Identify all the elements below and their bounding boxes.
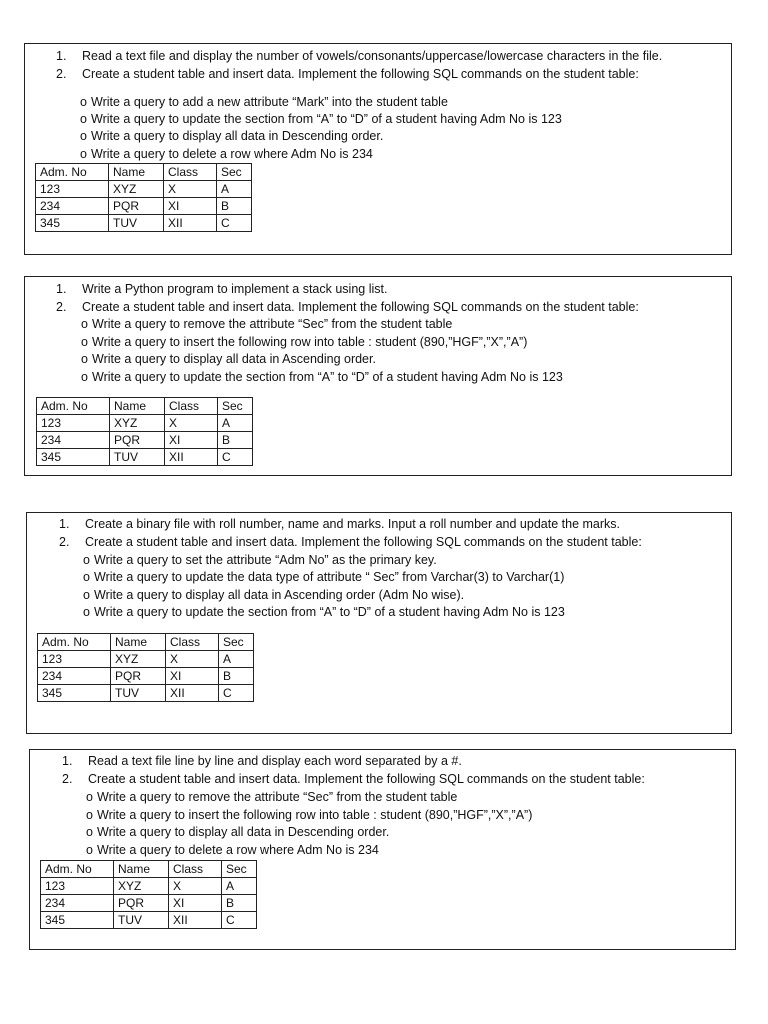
sql-task-3	[80, 129, 383, 144]
question-2	[56, 67, 639, 82]
cell-sec: A	[222, 878, 257, 895]
cell-name: XYZ	[109, 181, 164, 198]
table-header-row	[37, 398, 253, 415]
header-name: Name	[110, 398, 165, 415]
bullet-marker: o	[80, 112, 87, 126]
sql-task-3	[86, 825, 389, 840]
question-text: Create a student table and insert data. Implement the following SQL commands on the student table:	[82, 67, 639, 81]
bullet-marker: o	[86, 790, 93, 804]
cell-adm-no: 345	[37, 449, 110, 466]
question-text: Write a Python program to implement a stack using list.	[82, 282, 388, 296]
sql-task-text: Write a query to insert the following row into table : student (890,”HGF”,”X”,”A”)	[92, 335, 528, 349]
cell-name: PQR	[110, 432, 165, 449]
sql-task-2	[80, 112, 562, 127]
sql-task-text: Write a query to display all data in Descending order.	[97, 825, 390, 839]
cell-adm-no: 234	[36, 198, 109, 215]
sql-task-text: Write a query to delete a row where Adm No is 234	[97, 843, 379, 857]
question-number: 1.	[56, 282, 67, 296]
bullet-marker: o	[81, 352, 88, 366]
cell-name: XYZ	[110, 415, 165, 432]
sql-task-2	[86, 808, 532, 823]
bullet-marker: o	[83, 588, 90, 602]
question-2	[62, 772, 645, 787]
question-number: 2.	[56, 67, 67, 81]
bullet-marker: o	[86, 808, 93, 822]
header-name: Name	[111, 634, 166, 651]
question-number: 1.	[59, 517, 70, 531]
sql-task-4	[80, 147, 373, 162]
header-sec: Sec	[218, 398, 253, 415]
question-1	[56, 282, 387, 297]
cell-name: TUV	[114, 912, 169, 929]
sql-task-3	[83, 588, 464, 603]
sql-task-text: Write a query to display all data in Ascending order (Adm No wise).	[94, 588, 465, 602]
cell-class: XI	[164, 198, 217, 215]
header-name: Name	[109, 164, 164, 181]
cell-adm-no: 345	[36, 215, 109, 232]
question-2	[56, 300, 639, 315]
cell-class: XI	[169, 895, 222, 912]
sql-task-text: Write a query to set the attribute “Adm No” as the primary key.	[94, 553, 437, 567]
question-number: 2.	[62, 772, 73, 786]
cell-adm-no: 123	[38, 651, 111, 668]
sql-task-3	[81, 352, 376, 367]
table-row	[38, 668, 254, 685]
table-header-row	[38, 634, 254, 651]
header-class: Class	[166, 634, 219, 651]
sql-task-text: Write a query to insert the following row into table : student (890,”HGF”,”X”,”A”)	[97, 808, 533, 822]
cell-class: X	[166, 651, 219, 668]
question-number: 1.	[56, 49, 67, 63]
header-name: Name	[114, 861, 169, 878]
cell-class: XI	[166, 668, 219, 685]
question-text: Create a binary file with roll number, name and marks. Input a roll number and update the marks.	[85, 517, 620, 531]
sql-task-text: Write a query to remove the attribute “Sec” from the student table	[92, 317, 453, 331]
cell-name: PQR	[114, 895, 169, 912]
cell-sec: C	[219, 685, 254, 702]
question-text: Create a student table and insert data. Implement the following SQL commands on the student table:	[85, 535, 642, 549]
sql-task-text: Write a query to update the section from “A” to “D” of a student having Adm No is 123	[92, 370, 563, 384]
question-text: Create a student table and insert data. Implement the following SQL commands on the student table:	[88, 772, 645, 786]
table-row	[41, 895, 257, 912]
sql-task-2	[81, 335, 527, 350]
sql-task-4	[86, 843, 379, 858]
cell-adm-no: 234	[37, 432, 110, 449]
header-class: Class	[165, 398, 218, 415]
header-class: Class	[164, 164, 217, 181]
cell-adm-no: 234	[41, 895, 114, 912]
bullet-marker: o	[83, 605, 90, 619]
question-2	[59, 535, 642, 550]
sql-task-text: Write a query to display all data in Descending order.	[91, 129, 384, 143]
table-header-row	[36, 164, 252, 181]
cell-class: XII	[165, 449, 218, 466]
cell-sec: B	[222, 895, 257, 912]
sql-task-text: Write a query to update the data type of attribute “ Sec” from Varchar(3) to Varchar(1)	[94, 570, 565, 584]
question-text: Read a text file and display the number of vowels/consonants/uppercase/lowercase characters in the file.	[82, 49, 663, 63]
cell-name: TUV	[110, 449, 165, 466]
sql-task-4	[81, 370, 563, 385]
sql-task-1	[83, 553, 437, 568]
cell-class: X	[169, 878, 222, 895]
question-card-2	[24, 276, 732, 476]
question-1	[59, 517, 620, 532]
header-sec: Sec	[222, 861, 257, 878]
table-row	[36, 215, 252, 232]
cell-class: XII	[169, 912, 222, 929]
cell-class: X	[165, 415, 218, 432]
cell-adm-no: 234	[38, 668, 111, 685]
cell-class: X	[164, 181, 217, 198]
question-card-4	[29, 749, 736, 950]
header-adm-no: Adm. No	[37, 398, 110, 415]
question-text: Create a student table and insert data. Implement the following SQL commands on the student table:	[82, 300, 639, 314]
cell-name: PQR	[109, 198, 164, 215]
bullet-marker: o	[80, 95, 87, 109]
table-row	[38, 651, 254, 668]
sql-task-text: Write a query to delete a row where Adm No is 234	[91, 147, 373, 161]
question-1	[62, 754, 462, 769]
sql-task-text: Write a query to display all data in Ascending order.	[92, 352, 376, 366]
cell-name: XYZ	[111, 651, 166, 668]
question-text: Read a text file line by line and display each word separated by a #.	[88, 754, 462, 768]
bullet-marker: o	[81, 335, 88, 349]
table-row	[41, 912, 257, 929]
cell-adm-no: 123	[37, 415, 110, 432]
cell-class: XI	[165, 432, 218, 449]
cell-adm-no: 345	[38, 685, 111, 702]
question-number: 1.	[62, 754, 73, 768]
bullet-marker: o	[83, 570, 90, 584]
cell-class: XII	[166, 685, 219, 702]
sql-task-text: Write a query to remove the attribute “Sec” from the student table	[97, 790, 458, 804]
sql-task-1	[81, 317, 452, 332]
question-number: 2.	[56, 300, 67, 314]
cell-name: TUV	[109, 215, 164, 232]
header-adm-no: Adm. No	[41, 861, 114, 878]
cell-adm-no: 123	[36, 181, 109, 198]
sql-task-2	[83, 570, 564, 585]
sql-task-text: Write a query to add a new attribute “Mark” into the student table	[91, 95, 448, 109]
cell-class: XII	[164, 215, 217, 232]
bullet-marker: o	[86, 843, 93, 857]
cell-sec: B	[218, 432, 253, 449]
cell-sec: A	[217, 181, 252, 198]
table-row	[37, 432, 253, 449]
table-row	[36, 198, 252, 215]
bullet-marker: o	[81, 317, 88, 331]
table-row	[37, 449, 253, 466]
sql-task-1	[80, 95, 448, 110]
cell-sec: B	[217, 198, 252, 215]
header-class: Class	[169, 861, 222, 878]
cell-sec: C	[222, 912, 257, 929]
student-table	[40, 860, 257, 929]
cell-name: TUV	[111, 685, 166, 702]
cell-sec: C	[218, 449, 253, 466]
table-header-row	[41, 861, 257, 878]
bullet-marker: o	[80, 129, 87, 143]
cell-sec: C	[217, 215, 252, 232]
bullet-marker: o	[86, 825, 93, 839]
cell-name: XYZ	[114, 878, 169, 895]
bullet-marker: o	[80, 147, 87, 161]
question-card-1	[24, 43, 732, 255]
student-table	[35, 163, 252, 232]
sql-task-text: Write a query to update the section from “A” to “D” of a student having Adm No is 123	[91, 112, 562, 126]
question-card-3	[26, 512, 732, 734]
sql-task-1	[86, 790, 457, 805]
cell-sec: B	[219, 668, 254, 685]
header-sec: Sec	[217, 164, 252, 181]
cell-sec: A	[218, 415, 253, 432]
cell-adm-no: 123	[41, 878, 114, 895]
table-row	[38, 685, 254, 702]
cell-adm-no: 345	[41, 912, 114, 929]
cell-sec: A	[219, 651, 254, 668]
bullet-marker: o	[83, 553, 90, 567]
table-row	[37, 415, 253, 432]
cell-name: PQR	[111, 668, 166, 685]
header-adm-no: Adm. No	[38, 634, 111, 651]
question-number: 2.	[59, 535, 70, 549]
question-1	[56, 49, 662, 64]
header-adm-no: Adm. No	[36, 164, 109, 181]
student-table	[36, 397, 253, 466]
header-sec: Sec	[219, 634, 254, 651]
sql-task-4	[83, 605, 565, 620]
student-table	[37, 633, 254, 702]
table-row	[36, 181, 252, 198]
bullet-marker: o	[81, 370, 88, 384]
table-row	[41, 878, 257, 895]
sql-task-text: Write a query to update the section from “A” to “D” of a student having Adm No is 123	[94, 605, 565, 619]
